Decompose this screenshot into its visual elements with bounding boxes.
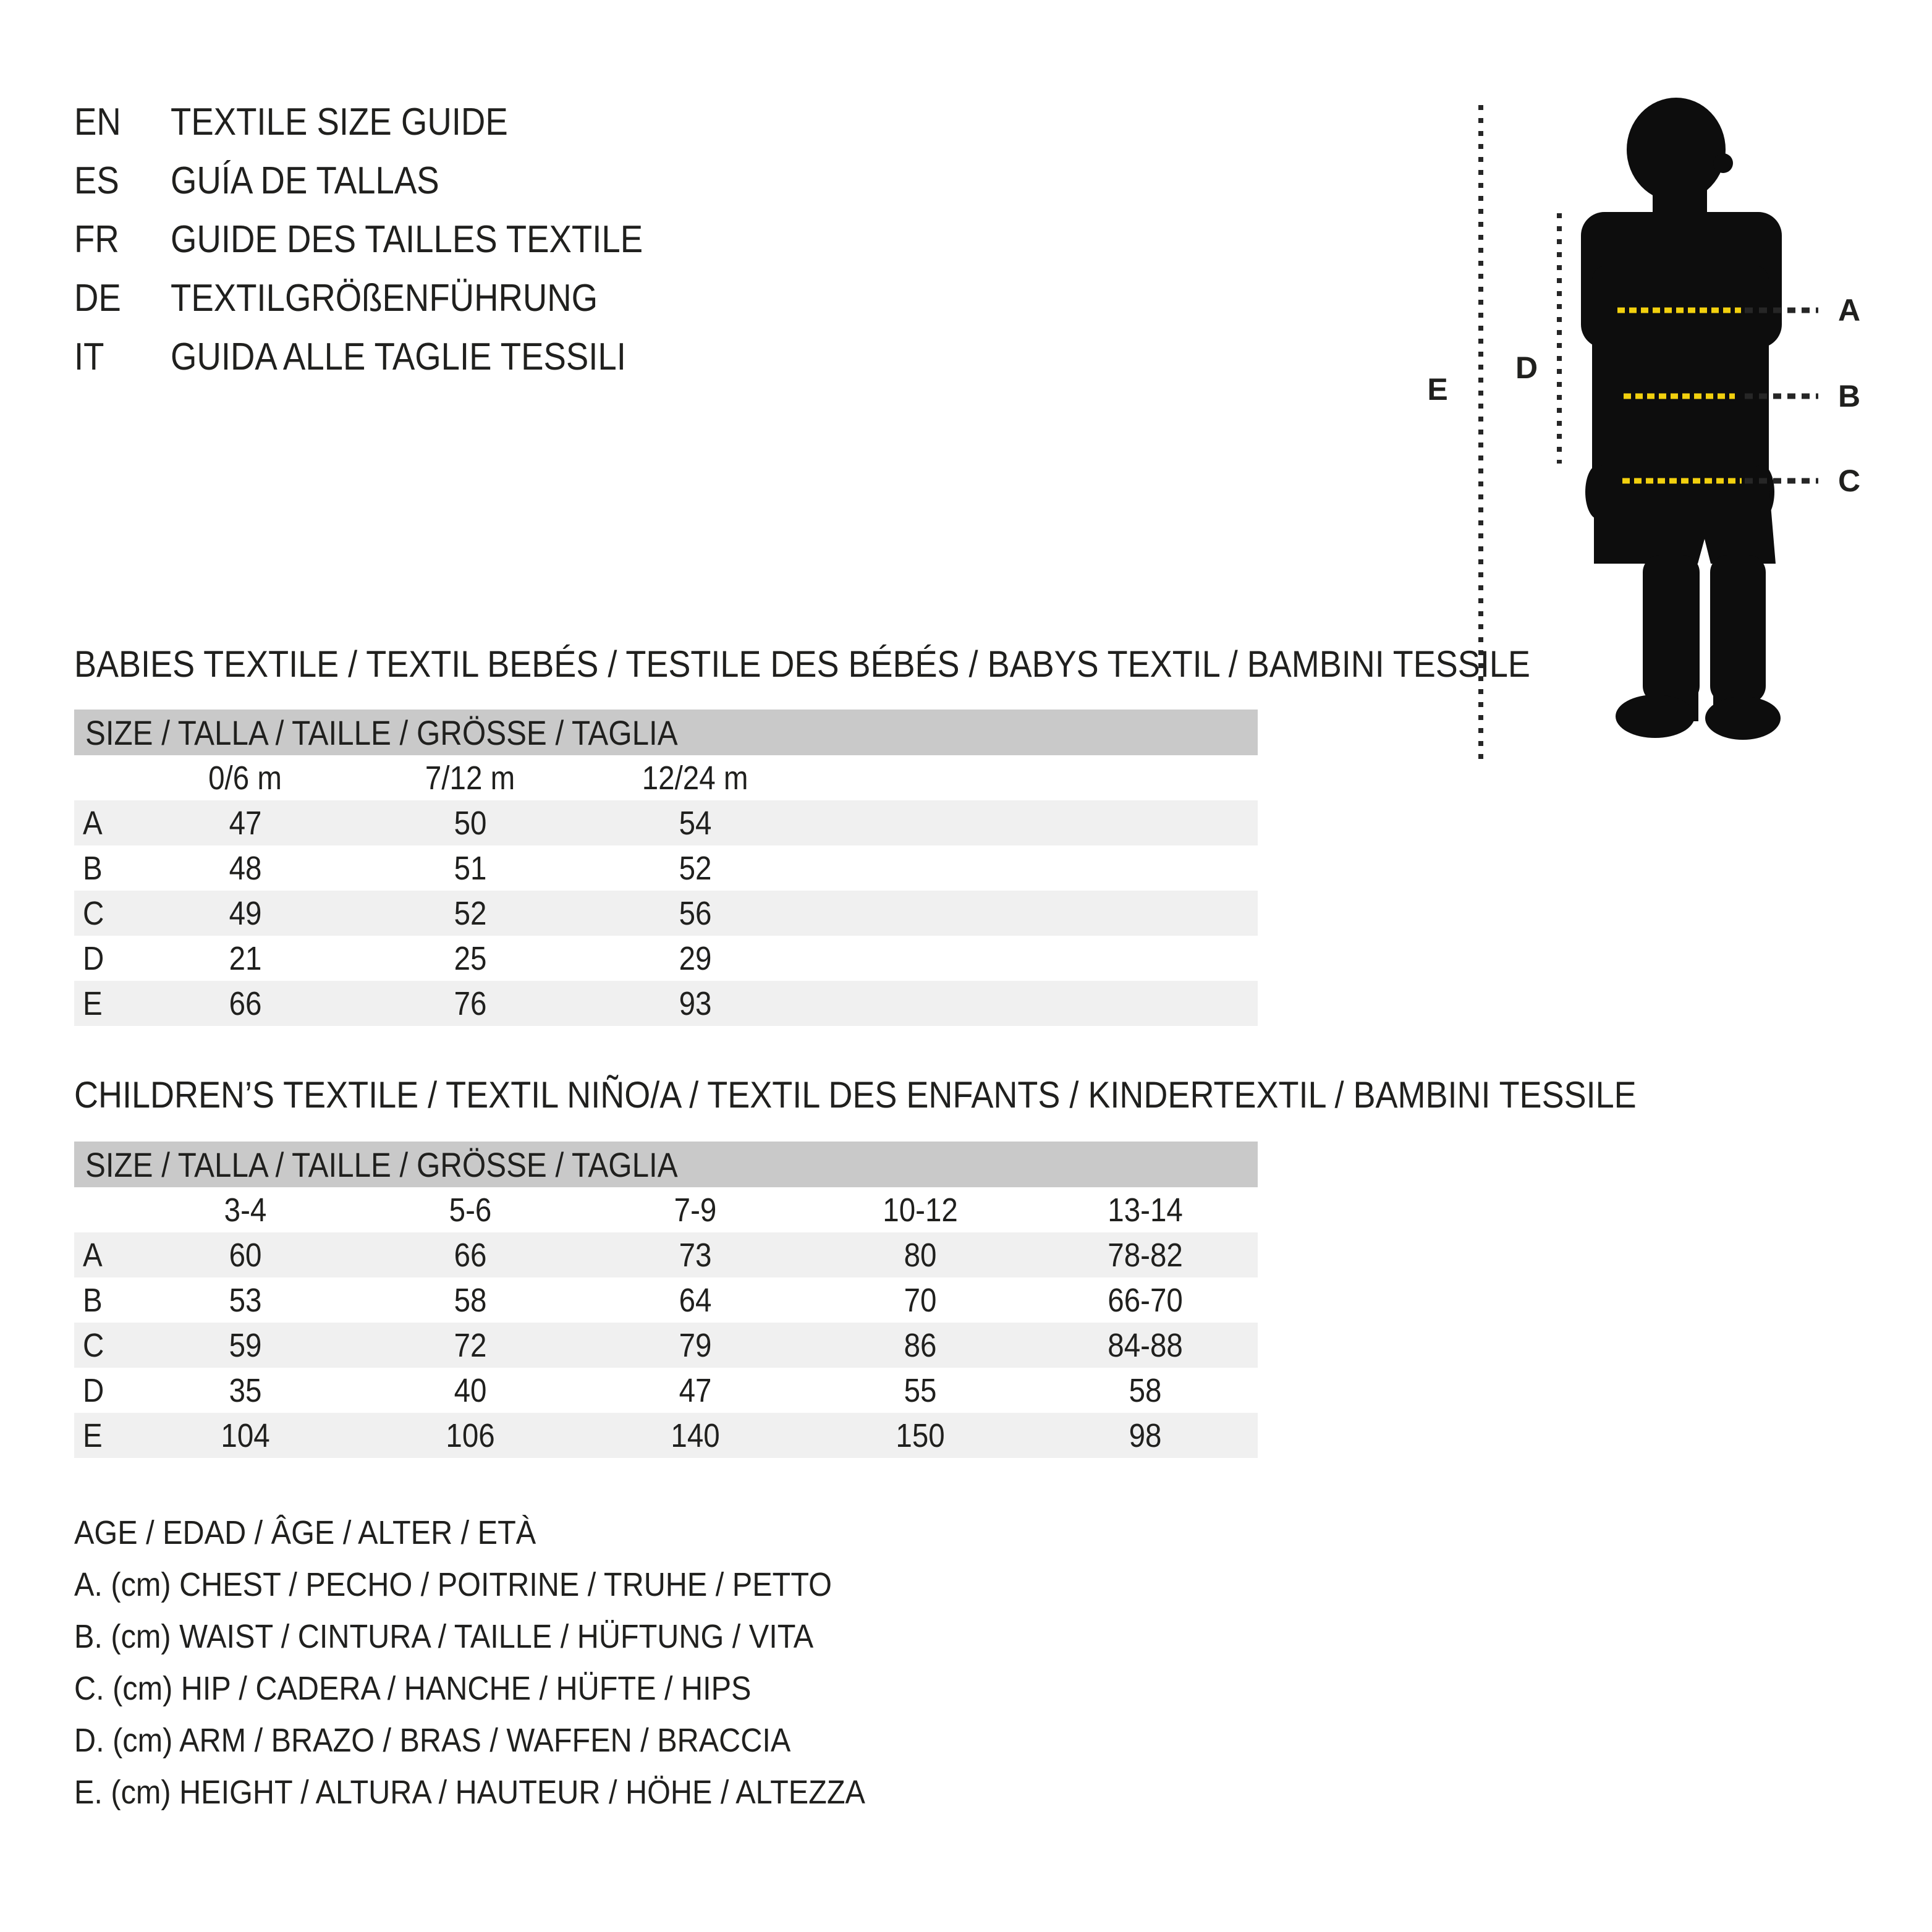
row-label: E bbox=[83, 1417, 103, 1454]
legend-line-hip: C. (cm) HIP / CADERA / HANCHE / HÜFTE / HIPS bbox=[74, 1670, 752, 1707]
value-cell: 21 bbox=[229, 939, 262, 977]
value-cell: 49 bbox=[229, 894, 262, 932]
value-cell: 47 bbox=[679, 1371, 712, 1409]
value-cell: 86 bbox=[904, 1326, 937, 1364]
value-cell: 79 bbox=[679, 1326, 712, 1364]
language-code: ES bbox=[74, 159, 119, 202]
table-row-c bbox=[74, 891, 1258, 936]
value-cell: 56 bbox=[679, 894, 712, 932]
column-header: 0/6 m bbox=[208, 759, 282, 797]
row-label: A bbox=[83, 1236, 103, 1274]
column-header: 10-12 bbox=[883, 1191, 958, 1229]
language-title: GUIDE DES TAILLES TEXTILE bbox=[171, 218, 643, 261]
value-cell: 60 bbox=[229, 1236, 262, 1274]
table-row-b bbox=[74, 845, 1258, 891]
babies-section-heading: BABIES TEXTILE / TEXTIL BEBÉS / TESTILE DES BÉBÉS / BABYS TEXTIL / BAMBINI TESSILE bbox=[74, 643, 1530, 685]
table-row-d bbox=[74, 936, 1258, 981]
row-label: A bbox=[83, 804, 103, 842]
legend-line-waist: B. (cm) WAIST / CINTURA / TAILLE / HÜFTUNG / VITA bbox=[74, 1618, 814, 1655]
measure-label-b: B bbox=[1837, 379, 1861, 413]
value-cell: 78-82 bbox=[1108, 1236, 1183, 1274]
language-title-block bbox=[74, 93, 707, 386]
value-cell: 52 bbox=[454, 894, 487, 932]
row-label: B bbox=[83, 849, 103, 887]
table-row-c bbox=[74, 1323, 1258, 1368]
column-header: 7/12 m bbox=[425, 759, 515, 797]
value-cell: 70 bbox=[904, 1281, 937, 1319]
value-cell: 58 bbox=[1129, 1371, 1162, 1409]
row-label: B bbox=[83, 1281, 103, 1319]
value-cell: 66 bbox=[454, 1236, 487, 1274]
value-cell: 72 bbox=[454, 1326, 487, 1364]
table-row-d bbox=[74, 1368, 1258, 1413]
legend-line-chest: A. (cm) CHEST / PECHO / POITRINE / TRUHE / PETTO bbox=[74, 1566, 832, 1603]
value-cell: 40 bbox=[454, 1371, 487, 1409]
table-row-e bbox=[74, 1413, 1258, 1458]
value-cell: 93 bbox=[679, 985, 712, 1022]
measure-label-e: E bbox=[1427, 372, 1448, 407]
value-cell: 52 bbox=[679, 849, 712, 887]
row-label: E bbox=[83, 985, 103, 1022]
value-cell: 48 bbox=[229, 849, 262, 887]
language-title: GUIDA ALLE TAGLIE TESSILI bbox=[171, 336, 626, 378]
row-label: C bbox=[83, 894, 104, 932]
value-cell: 66-70 bbox=[1108, 1281, 1183, 1319]
language-row-de bbox=[74, 269, 707, 328]
column-header-row bbox=[74, 1187, 1258, 1232]
value-cell: 51 bbox=[454, 849, 487, 887]
value-cell: 140 bbox=[671, 1417, 720, 1454]
column-header: 13-14 bbox=[1108, 1191, 1183, 1229]
value-cell: 76 bbox=[454, 985, 487, 1022]
value-cell: 53 bbox=[229, 1281, 262, 1319]
size-table-children bbox=[74, 1142, 1258, 1458]
value-cell: 55 bbox=[904, 1371, 937, 1409]
size-header-bar: SIZE / TALLA / TAILLE / GRÖSSE / TAGLIA bbox=[74, 710, 1258, 755]
value-cell: 54 bbox=[679, 804, 712, 842]
value-cell: 35 bbox=[229, 1371, 262, 1409]
measurement-legend bbox=[74, 1507, 953, 1818]
column-header: 7-9 bbox=[674, 1191, 717, 1229]
value-cell: 84-88 bbox=[1108, 1326, 1183, 1364]
language-row-fr bbox=[74, 210, 707, 269]
table-row-b bbox=[74, 1277, 1258, 1323]
language-code: EN bbox=[74, 101, 121, 143]
column-header: 12/24 m bbox=[642, 759, 748, 797]
value-cell: 25 bbox=[454, 939, 487, 977]
value-cell: 150 bbox=[896, 1417, 945, 1454]
column-header-row bbox=[74, 755, 1258, 800]
measure-label-d: D bbox=[1515, 350, 1538, 385]
language-row-it bbox=[74, 328, 707, 386]
size-table-babies bbox=[74, 710, 1258, 1026]
language-title: TEXTILE SIZE GUIDE bbox=[171, 101, 508, 143]
legend-line-arm: D. (cm) ARM / BRAZO / BRAS / WAFFEN / BRACCIA bbox=[74, 1722, 791, 1759]
language-row-en bbox=[74, 93, 707, 151]
value-cell: 104 bbox=[221, 1417, 270, 1454]
value-cell: 29 bbox=[679, 939, 712, 977]
language-code: IT bbox=[74, 336, 104, 378]
legend-line-age: AGE / EDAD / ÂGE / ALTER / ETÀ bbox=[74, 1514, 536, 1551]
value-cell: 106 bbox=[446, 1417, 495, 1454]
row-label: D bbox=[83, 1371, 104, 1409]
table-row-a bbox=[74, 800, 1258, 845]
value-cell: 80 bbox=[904, 1236, 937, 1274]
row-label: D bbox=[83, 939, 104, 977]
value-cell: 59 bbox=[229, 1326, 262, 1364]
column-header: 3-4 bbox=[224, 1191, 267, 1229]
table-row-a bbox=[74, 1232, 1258, 1277]
children-section-heading: CHILDREN’S TEXTILE / TEXTIL NIÑO/A / TEXTIL DES ENFANTS / KINDERTEXTIL / BAMBINI TESSILE bbox=[74, 1074, 1637, 1116]
size-header-bar: SIZE / TALLA / TAILLE / GRÖSSE / TAGLIA bbox=[74, 1142, 1258, 1187]
measure-label-c: C bbox=[1837, 464, 1861, 498]
row-label: C bbox=[83, 1326, 104, 1364]
language-title: TEXTILGRÖßENFÜHRUNG bbox=[171, 277, 598, 320]
column-header: 5-6 bbox=[449, 1191, 492, 1229]
value-cell: 58 bbox=[454, 1281, 487, 1319]
legend-line-height: E. (cm) HEIGHT / ALTURA / HAUTEUR / HÖHE / ALTEZZA bbox=[74, 1774, 865, 1811]
value-cell: 66 bbox=[229, 985, 262, 1022]
value-cell: 50 bbox=[454, 804, 487, 842]
measure-label-a: A bbox=[1837, 293, 1861, 328]
table-row-e bbox=[74, 981, 1258, 1026]
value-cell: 98 bbox=[1129, 1417, 1162, 1454]
language-code: DE bbox=[74, 277, 121, 320]
language-code: FR bbox=[74, 218, 119, 261]
language-row-es bbox=[74, 151, 707, 210]
language-title: GUÍA DE TALLAS bbox=[171, 159, 439, 202]
value-cell: 73 bbox=[679, 1236, 712, 1274]
value-cell: 47 bbox=[229, 804, 262, 842]
value-cell: 64 bbox=[679, 1281, 712, 1319]
